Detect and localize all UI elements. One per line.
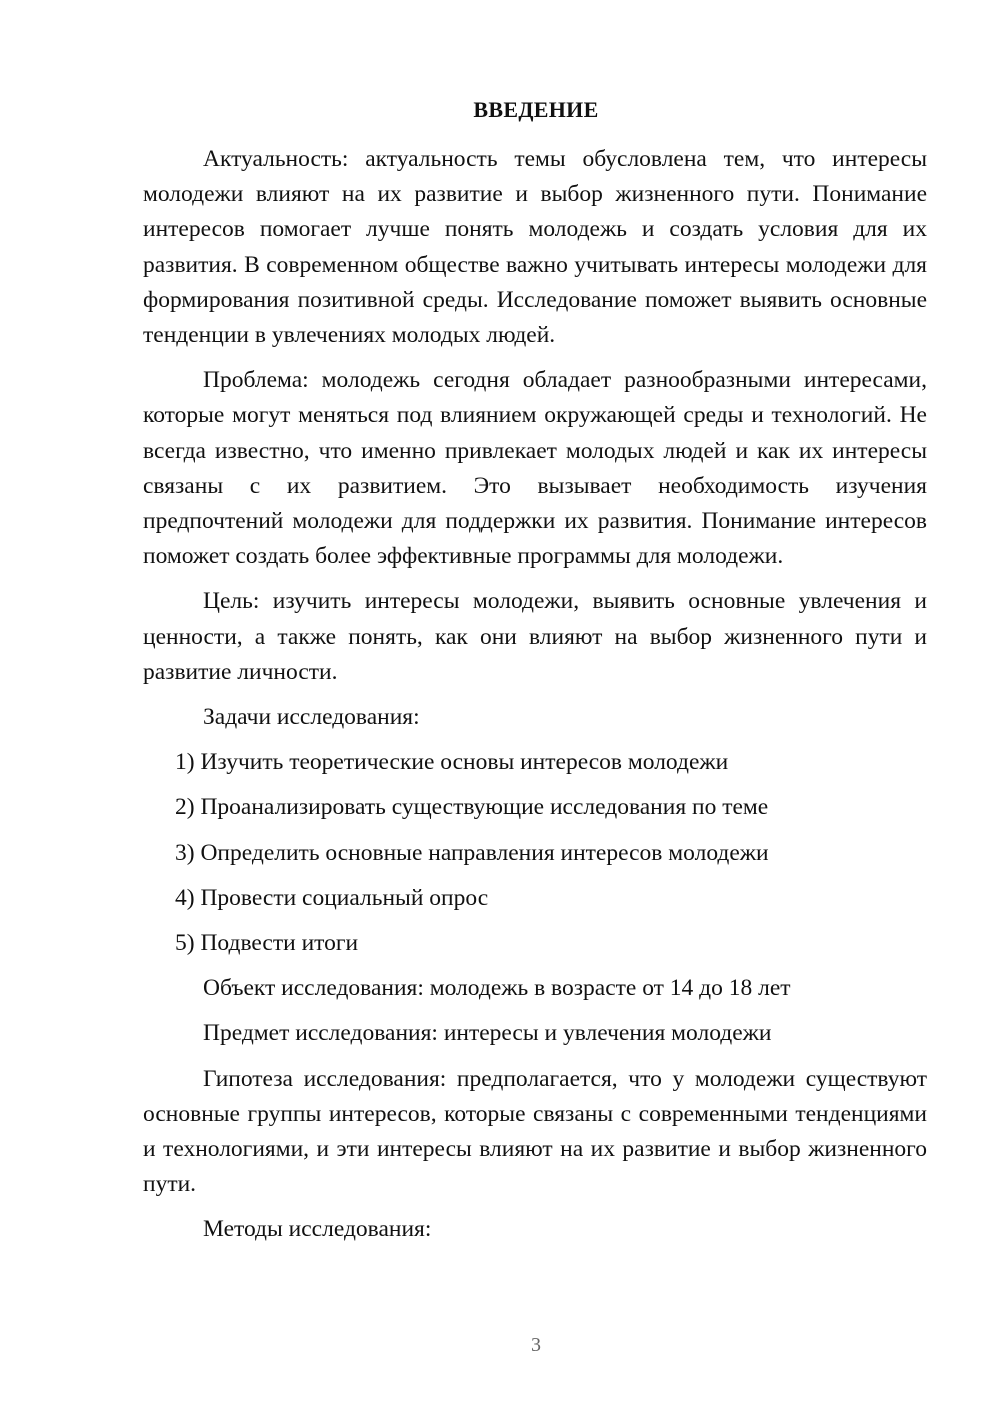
tasks-list [143,745,927,961]
research-object: Объект исследования: молодежь в возрасте от 14 до 18 лет [203,975,791,1002]
relevance-paragraph: Актуальность: актуальность темы обусловлена тем, что интересы молодежи влияют на их развитие и выбор жизненного пути. Понимание интересов помогает лучше понять молодежь и создать условия для их развития. В современном обществе важно учитывать интересы молодежи для формирования позитивной среды. Исследование поможет выявить основные тенденции в увлечениях молодых людей. [143,146,927,349]
document-body [143,142,927,1258]
list-item: 5) Подвести итоги [175,930,359,957]
list-item: 1) Изучить теоретические основы интересов молодежи [175,749,729,776]
methods-heading: Методы исследования: [203,1216,432,1243]
list-item: 3) Определить основные направления интересов молодежи [175,839,769,866]
list-item: 4) Провести социальный опрос [175,884,489,911]
hypothesis-paragraph: Гипотеза исследования: предполагается, что у молодежи существуют основные группы интересов, которые связаны с современными тенденциями и технологиями, и эти интересы влияют на их развитие и выбор жизненного пути. [143,1065,927,1198]
tasks-heading: Задачи исследования: [203,704,420,731]
page-title: ВВЕДЕНИЕ [473,97,599,122]
list-item: 2) Проанализировать существующие исследования по теме [175,794,769,821]
page-number: 3 [531,1334,541,1356]
goal-paragraph: Цель: изучить интересы молодежи, выявить основные увлечения и ценности, а также понять, как они влияют на выбор жизненного пути и развитие личности. [143,588,927,685]
problem-paragraph: Проблема: молодежь сегодня обладает разнообразными интересами, которые могут меняться под влиянием окружающей среды и технологий. Не всегда известно, что именно привлекает молодых людей и как их интересы связаны с их развитием. Это вызывает необходимость изучения предпочтений молодежи для поддержки их развития. Понимание интересов поможет создать более эффективные программы для молодежи. [143,367,927,570]
research-subject: Предмет исследования: интересы и увлечения молодежи [203,1020,772,1047]
